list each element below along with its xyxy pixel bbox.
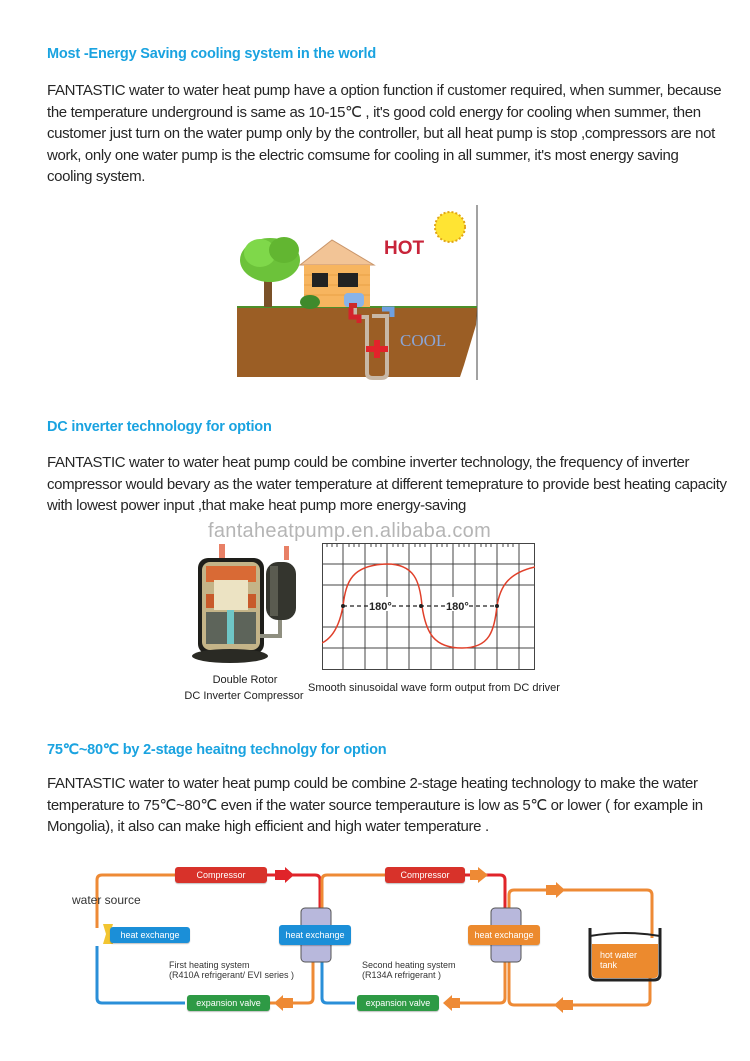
compressor-illustration <box>192 544 304 666</box>
section-heading-energy-saving: Most -Energy Saving cooling system in the world <box>47 46 376 62</box>
second-system-label-line1: Second heating system <box>362 960 456 970</box>
compressor-2: Compressor <box>385 867 465 883</box>
compressor-1: Compressor <box>175 867 267 883</box>
compressor-caption-line1: Double Rotor <box>212 674 278 686</box>
svg-text:180°: 180° <box>446 601 469 613</box>
section-heading-2-stage: 75℃~80℃ by 2-stage heaitng technolgy for option <box>47 742 387 758</box>
wave-chart-caption: Smooth sinusoidal wave form output from DC driver <box>308 682 560 694</box>
two-stage-heating-diagram <box>60 850 680 1025</box>
sinusoidal-wave-chart <box>322 543 535 670</box>
water-source-label: water source <box>72 893 141 907</box>
tank-label-line2: tank <box>600 960 618 970</box>
expansion-valve-2: expansion valve <box>357 995 439 1011</box>
section-body-2-stage: FANTASTIC water to water heat pump could be combine 2-stage heating technology to make the water temperature to 75℃~80℃ even if the water source temperauture is low as 5℃ or lower ( for example in Mongolia), it also can make high efficient and high water temperature . <box>47 775 703 835</box>
compressor-caption-line2: DC Inverter Compressor <box>184 690 304 702</box>
first-system-label-line2: (R410A refrigerant/ EVI series ) <box>169 970 295 980</box>
heat-exchange-2: heat exchange <box>279 925 351 945</box>
section-body-energy-saving: FANTASTIC water to water heat pump have a option function if customer required, when summer, because the temperature underground is same as 10-15℃ , it's good cold energy for cooling when summer, then customer just turn on the water pump only by the controller, but all heat pump is stop ,compressors are not work, only one water pump is the electric comsume for cooling in all summer, it's most energy saving cooling system. <box>47 82 722 185</box>
section-body-dc-inverter: FANTASTIC water to water heat pump could be combine inverter technology, the frequency of inverter compressor would bevary as the water temperature at different temeprature to provide best heating capacity with lowest power input ,that make heat pump more energy-saving <box>47 454 727 514</box>
svg-text:COOL: COOL <box>400 331 447 350</box>
expansion-valve-1: expansion valve <box>187 995 270 1011</box>
svg-text:180°: 180° <box>369 601 392 613</box>
heat-exchange-1: heat exchange <box>110 927 190 943</box>
house-cooling-illustration <box>232 205 480 380</box>
second-system-label-line2: (R134A refrigerant ) <box>362 970 442 980</box>
tank-label-line1: hot water <box>600 950 638 960</box>
section-heading-dc-inverter: DC inverter technology for option <box>47 419 272 435</box>
first-system-label-line1: First heating system <box>169 960 250 970</box>
heat-exchange-3: heat exchange <box>468 925 540 945</box>
watermark-text: fantaheatpump.en.alibaba.com <box>208 520 492 542</box>
svg-text:HOT: HOT <box>384 238 425 259</box>
